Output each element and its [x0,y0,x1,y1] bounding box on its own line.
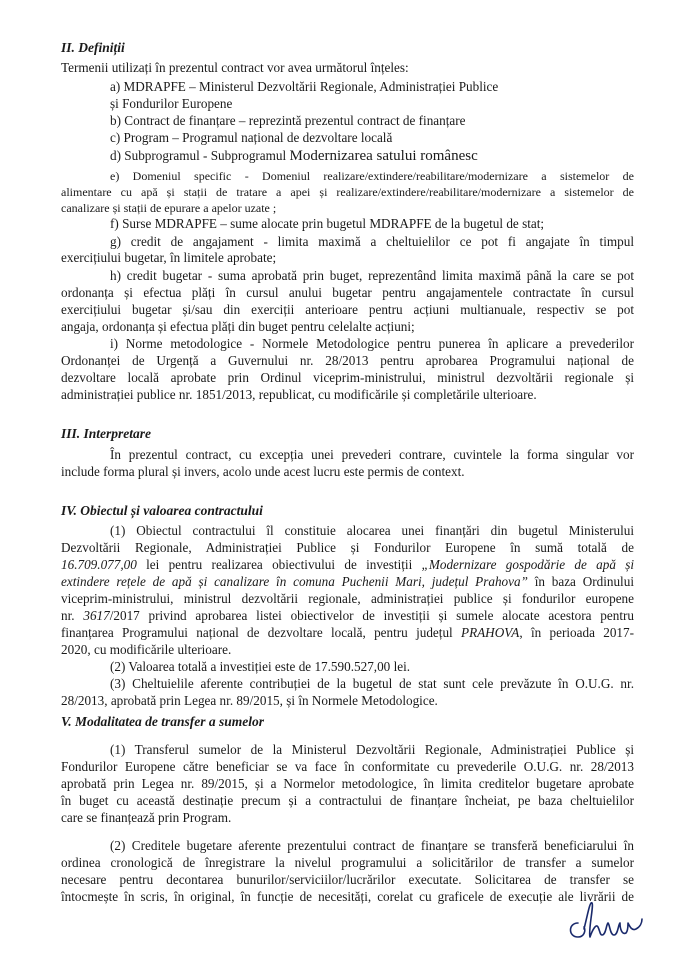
section-heading-interpretare: III. Interpretare [61,426,152,441]
definition-i-line2: Ordonanței de Urgență a Guvernului nr. 28/2013 pentru aprobarea Programului național de [61,353,634,368]
order-number: 3617 [83,608,110,623]
object-line6 [61,608,634,624]
transfer-p2-line4: întocmește în scris, în original, în funcție de necesități, corelat cu graficele de execuție ale livrării de [61,889,634,904]
object-project-title-end: extindere rețele de apă și canalizare în comuna Puchenii Mari, județul Prahova” [61,574,528,589]
definition-h-line1: h) credit bugetar - suma aprobată prin buget, reprezentând limita maximă până la care se pot [110,268,634,283]
costs-line1: (3) Cheltuielile aferente contribuției de la bugetul de stat sunt cele prevăzute în O.U.G. nr. [110,676,634,691]
object-line6-prefix: nr. [61,608,84,623]
definition-h-line3: exercițiului bugetar și/sau din exerciții anterioare pentru acțiuni multianuale, respectiv se pot [61,302,634,317]
definition-e-line1: e) Domeniul specific - Domeniul realizare/extindere/reabilitare/modernizare a sistemelor de [110,169,634,183]
definition-a-line1: a) MDRAPFE – Ministerul Dezvoltării Regionale, Administrației Publice [110,79,499,94]
definition-d-label: d) Subprogramul - Subprogramul [110,148,290,163]
transfer-p1-line3: aprobată prin Legea nr. 89/2015, și a Normelor metodologice, în limita creditelor bugetare aprobate [61,776,634,791]
interpretation-line1: În prezentul contract, cu excepția unei prevederi contrare, cuvintele la forma singular vor [110,447,634,462]
definition-c: c) Program – Programul național de dezvoltare locală [110,130,393,145]
definition-e-line3: canalizare și stații de epurare a apelor uzate ; [61,201,277,215]
object-line3-text: lei pentru realizarea obiectivului de investiții [136,557,422,572]
definition-a-line2: și Fondurilor Europene [110,96,233,111]
transfer-p1-line2: Fondurilor Europene către beneficiar se va face în conformitate cu prevederile O.U.G. nr. 28/2013 [61,759,634,774]
transfer-p2-line1: (2) Creditele bugetare aferente prezentului contract de finanțare se transferă beneficiarului în [110,838,634,853]
transfer-p2-line2: ordinea cronologică de înregistrare la nivelul programului a solicitărilor de transfer a sumelor [61,855,634,870]
definitions-intro: Termenii utilizați în prezentul contract vor avea următorul înțeles: [61,60,409,75]
definition-i-line4: administrației publice nr. 1851/2013, republicat, cu modificările și completările ulterioare. [61,387,537,402]
object-line7-suffix: , în perioada 2017- [519,625,635,640]
section-heading-transfer: V. Modalitatea de transfer a sumelor [61,714,265,729]
object-amount: 16.709.077,00 [61,557,137,572]
definition-i-line3: dezvoltare locală aprobate prin Ordinul viceprim-ministrului, ministrul dezvoltării regionale și [61,370,634,385]
definition-h-line4: angaja, ordonanța și efectua plăți din buget pentru celelalte acțiuni; [61,319,415,334]
transfer-p1-line1: (1) Transferul sumelor de la Ministerul Dezvoltării Regionale, Administrației Publice și [110,742,634,757]
object-line1: (1) Obiectul contractului îl constituie alocarea unei finanțări din bugetul Ministerului [110,523,634,538]
object-line7 [61,625,634,641]
definition-g-line1: g) credit de angajament - limita maximă a cheltuielilor ce pot fi angajate în timpul [110,234,634,249]
object-line3 [61,557,634,573]
total-value-line: (2) Valoarea totală a investiției este de 17.590.527,00 lei. [110,659,411,674]
section-heading-definitii: II. Definiții [61,40,125,55]
definition-d [110,148,478,164]
object-line6-text: /2017 privind aprobarea listei obiectivelor de investiții și sumele alocate acestora pentru [109,608,634,623]
object-line2: Dezvoltării Regionale, Administrației Publice și Fondurilor Europene în sumă totală de [61,540,634,555]
object-line8: 2020, cu modificările ulterioare. [61,642,232,657]
handwritten-signature [566,893,646,943]
county-name: PRAHOVA [461,625,520,640]
object-line4 [61,574,634,590]
definition-b: b) Contract de finanțare – reprezintă prezentul contract de finanțare [110,113,466,128]
definition-d-subprogram: Modernizarea satului românesc [289,148,478,164]
definition-h-line2: ordonanța și efectua plăți în cursul anului bugetar pentru angajamentele contractate în cursul [61,285,634,300]
transfer-p1-line4: în buget cu această destinație precum și a contractului de finanțare încheiat, pe baza cheltuielilor [61,793,634,808]
section-heading-obiectul: IV. Obiectul și valoarea contractului [61,503,263,518]
transfer-p1-line5: care se finanțează prin Program. [61,810,232,825]
definition-f: f) Surse MDRAPFE – sume alocate prin bugetul MDRAPFE de la bugetul de stat; [110,216,545,231]
object-line5: viceprim-ministrului, ministrul dezvoltării regionale, administrației publice și fondurilor europene [61,591,634,606]
interpretation-line2: include forma plural și invers, acolo unde acest lucru este permis de context. [61,464,465,479]
object-line4-text: în baza Ordinului [527,574,634,589]
transfer-p2-line3: necesare pentru decontarea bunurilor/serviciilor/lucrărilor executate. Solicitarea de transfer se [61,872,634,887]
definition-e-line2: alimentare cu apă și stații de tratare a apei și realizare/extindere/reabilitare/modernizare a sistemelor de [61,185,634,199]
object-project-title-start: „Modernizare gospodărie de apă și [421,557,635,572]
definition-g-line2: exercițiului bugetar, în limitele aprobate; [61,250,277,265]
definition-i-line1: i) Norme metodologice - Normele Metodologice pentru punerea în aplicare a prevederilor [110,336,634,351]
costs-line2: 28/2013, aprobată prin Legea nr. 89/2015, și în Normele Metodologice. [61,693,438,708]
object-line7-text: finanțarea Programului național de dezvoltare locală, pentru județul [61,625,462,640]
